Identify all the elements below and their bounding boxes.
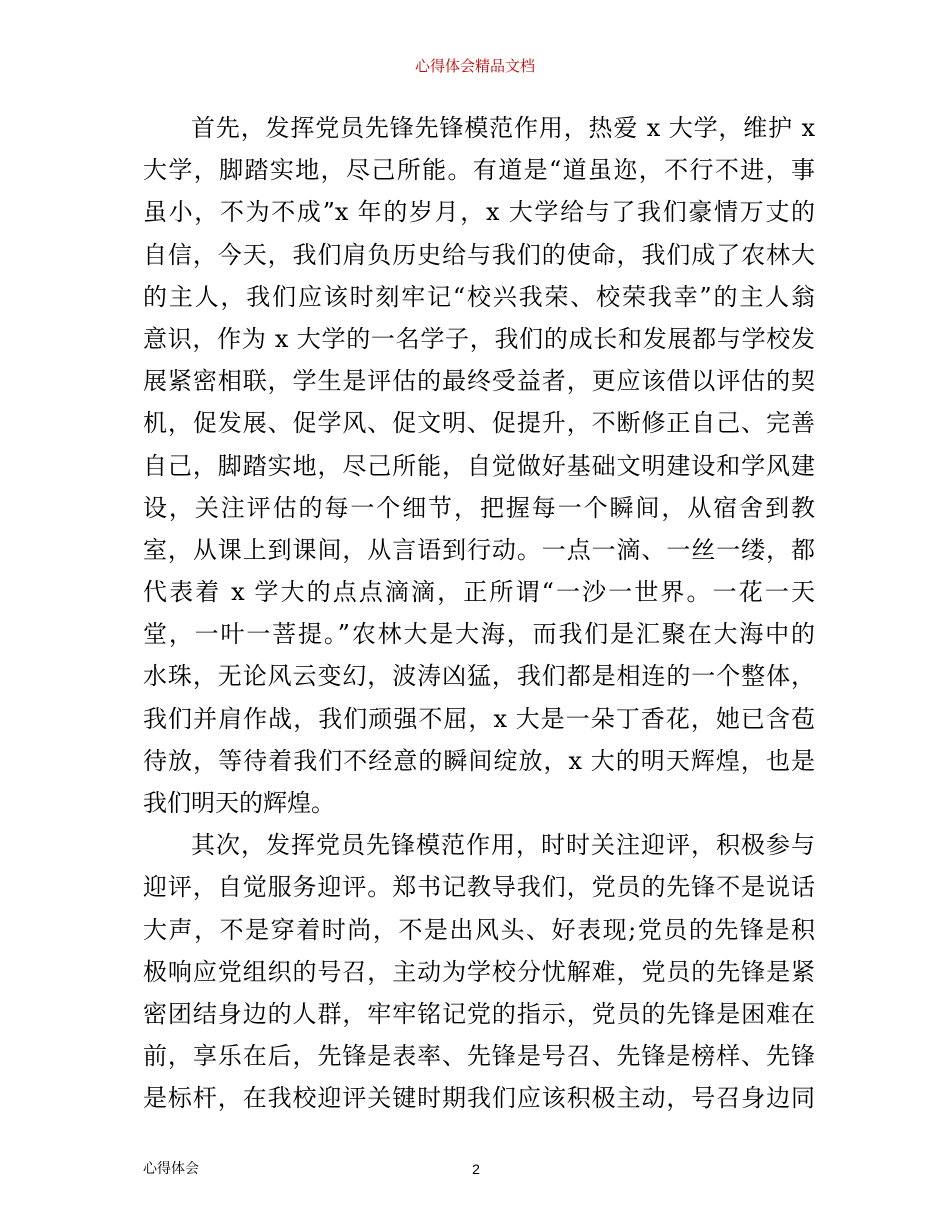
text-line: 我们并肩作战，我们顽强不屈，x 大是一朵丁香花，她已含苞: [143, 704, 815, 733]
text-line: 首先，发挥党员先锋先锋模范作用，热爱 x 大学，维护 x: [191, 114, 815, 142]
page-header-title: 心得体会精品文档: [414, 57, 535, 75]
text-line: 大学，脚踏实地，尽己所能。有道是“道虽迩，不行不进，事: [143, 156, 815, 185]
text-line: 是标杆，在我校迎评关键时期我们应该积极主动，号召身边同: [143, 1084, 815, 1113]
text-line: 代表着 x 学大的点点滴滴，正所谓“一沙一世界。一花一天: [143, 578, 815, 607]
page-number: 2: [472, 1161, 480, 1177]
text-line: 大声，不是穿着时尚，不是出风头、好表现;党员的先锋是积: [143, 915, 815, 944]
text-line: 前，享乐在后，先锋是表率、先锋是号召、先锋是榜样、先锋: [143, 1042, 815, 1071]
text-line: 展紧密相联，学生是评估的最终受益者，更应该借以评估的契: [143, 367, 815, 396]
text-line: 机，促发展、促学风、促文明、促提升，不断修正自己、完善: [143, 409, 815, 438]
text-line: 虽小，不为不成”x 年的岁月，x 大学给与了我们豪情万丈的: [143, 198, 815, 227]
text-line: 设，关注评估的每一个细节，把握每一个瞬间，从宿舍到教: [143, 493, 815, 522]
text-line: 的主人，我们应该时刻牢记“校兴我荣、校荣我幸”的主人翁: [143, 282, 815, 311]
document-body: [143, 107, 815, 1120]
text-line: 密团结身边的人群，牢牢铭记党的指示，党员的先锋是困难在: [143, 999, 815, 1028]
text-line: 意识，作为 x 大学的一名学子，我们的成长和发展都与学校发: [143, 324, 815, 353]
text-line: 水珠，无论风云变幻，波涛凶猛，我们都是相连的一个整体，: [143, 662, 815, 691]
text-line: 自己，脚踏实地，尽己所能，自觉做好基础文明建设和学风建: [143, 451, 815, 480]
text-line: 极响应党组织的号召，主动为学校分忧解难，党员的先锋是紧: [143, 957, 815, 986]
text-line: 迎评，自觉服务迎评。郑书记教导我们，党员的先锋不是说话: [143, 873, 815, 902]
text-line: 室，从课上到课间，从言语到行动。一点一滴、一丝一缕，都: [143, 535, 815, 564]
text-line: 待放，等待着我们不经意的瞬间绽放，x 大的明天辉煌，也是: [143, 746, 815, 775]
text-line: 其次，发挥党员先锋模范作用，时时关注迎评，积极参与: [191, 831, 815, 860]
text-line: 自信，今天，我们肩负历史给与我们的使命，我们成了农林大: [143, 240, 815, 269]
footer-label: 心得体会: [143, 1161, 199, 1177]
text-line: 我们明天的辉煌。: [143, 789, 335, 817]
text-line: 堂，一叶一菩提。”农林大是大海，而我们是汇聚在大海中的: [143, 620, 815, 649]
